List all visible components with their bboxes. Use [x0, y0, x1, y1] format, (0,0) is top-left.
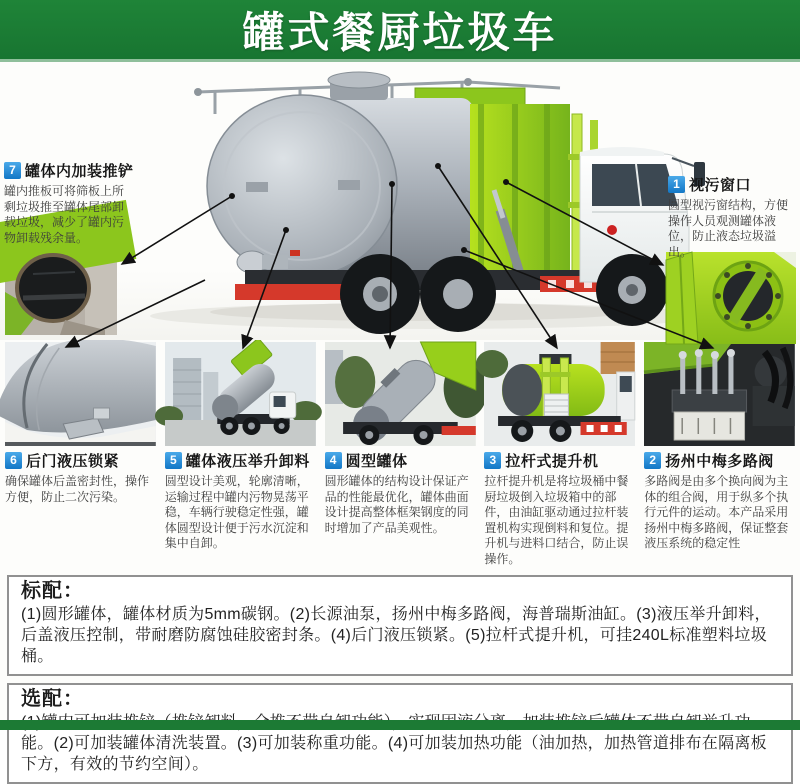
callout-push-shovel	[4, 160, 134, 246]
callout-title: 圆型罐体	[345, 453, 408, 470]
photo-round-tank-raised	[325, 342, 476, 446]
standard-config-box	[7, 575, 793, 676]
callout-number-badge: 3	[484, 452, 501, 469]
header-banner	[0, 0, 800, 62]
photo-rear-door-lock	[5, 342, 156, 446]
callout-number-badge: 4	[325, 452, 342, 469]
callout-desc: 确保罐体后盖密封性，操作方便，防止二次污染。	[5, 474, 150, 504]
optional-config-box	[7, 683, 793, 784]
callout-title: 后门液压锁紧	[26, 453, 120, 470]
callout-desc: 圆型视污窗结构，方便操作人员观测罐体液位，防止液态垃圾溢出。	[668, 198, 789, 259]
callout-title: 扬州中梅多路阀	[665, 453, 774, 470]
standard-config-text: (1)圆形罐体，罐体材质为5mm碳钢。(2)长源油泵，扬州中梅多路阀，海普瑞斯油缸。(3)液压举升卸料，后盖液压控制，带耐磨防腐蚀硅胶密封条。(4)后门液压锁紧。(5)拉杆式提升机，可挂240L标准塑料垃圾桶。	[21, 605, 771, 665]
page-title: 罐式餐厨垃圾车	[242, 8, 558, 56]
photo-multiway-valve	[644, 342, 795, 446]
bottom-callouts	[0, 446, 800, 568]
standard-config-label: 标配：	[21, 579, 84, 602]
optional-config-text: 能。(2)可加装罐体清洗装置。(3)可加装称重功能。(4)可加装加热功能（油加热，加热管道排布在隔离板下方，有效的节约空间）。	[21, 735, 767, 774]
photo-tank-lift-dump	[165, 342, 316, 446]
callout-number-badge: 2	[644, 452, 661, 469]
callout-hydraulic-lift-unload	[165, 450, 316, 568]
callout-rod-lifter	[484, 450, 635, 568]
callout-desc: 拉杆提升机是将垃圾桶中餐厨垃圾倒入垃圾箱中的部件，由油缸驱动通过拉杆装置机构实现倒料和复位。提升机与进料口结合，防止误操作。	[484, 474, 629, 566]
callout-rear-door-lock	[5, 450, 156, 568]
callout-title: 罐体内加装推铲	[25, 163, 134, 180]
callout-view-window	[668, 174, 798, 260]
footer-green-bar	[0, 720, 800, 730]
main-annotated-area	[0, 62, 800, 340]
callout-desc: 圆形罐体的结构设计保证产品的性能最优化，罐体曲面设计提高整体框架钢度的同时增加了产品美观性。	[324, 474, 469, 535]
callout-title: 拉杆式提升机	[505, 453, 599, 470]
photo-porthole-window	[666, 252, 796, 344]
callout-number-badge: 7	[4, 162, 21, 179]
callout-number-badge: 1	[668, 176, 685, 193]
callout-desc: 多路阀是由多个换向阀为主体的组合阀，用于纵多个执行元件的运动。本产品采用扬州中梅多路阀，保证整套液压系统的稳定性	[644, 474, 789, 551]
photo-tank-interior	[5, 240, 117, 335]
callout-desc: 圆型设计美观，轮廓清晰，运输过程中罐内污物晃荡平稳，车辆行驶稳定性强，罐体圆型设计便于污水沉淀和集中自卸。	[164, 474, 309, 551]
callout-title: 视污窗口	[689, 177, 752, 194]
callout-number-badge: 5	[165, 452, 182, 469]
optional-config-label: 选配：	[21, 687, 84, 710]
photo-rod-lifter	[484, 342, 635, 446]
callout-multiway-valve	[644, 450, 795, 568]
callout-desc: 罐内推板可将筛板上所剩垃圾推至罐体尾部卸载垃圾，减少了罐内污物卸载残余量。	[4, 184, 125, 245]
callout-title: 罐体液压举升卸料	[185, 453, 310, 470]
callout-number-badge: 6	[5, 452, 22, 469]
callout-round-tank	[325, 450, 476, 568]
detail-photo-strip	[0, 340, 800, 446]
